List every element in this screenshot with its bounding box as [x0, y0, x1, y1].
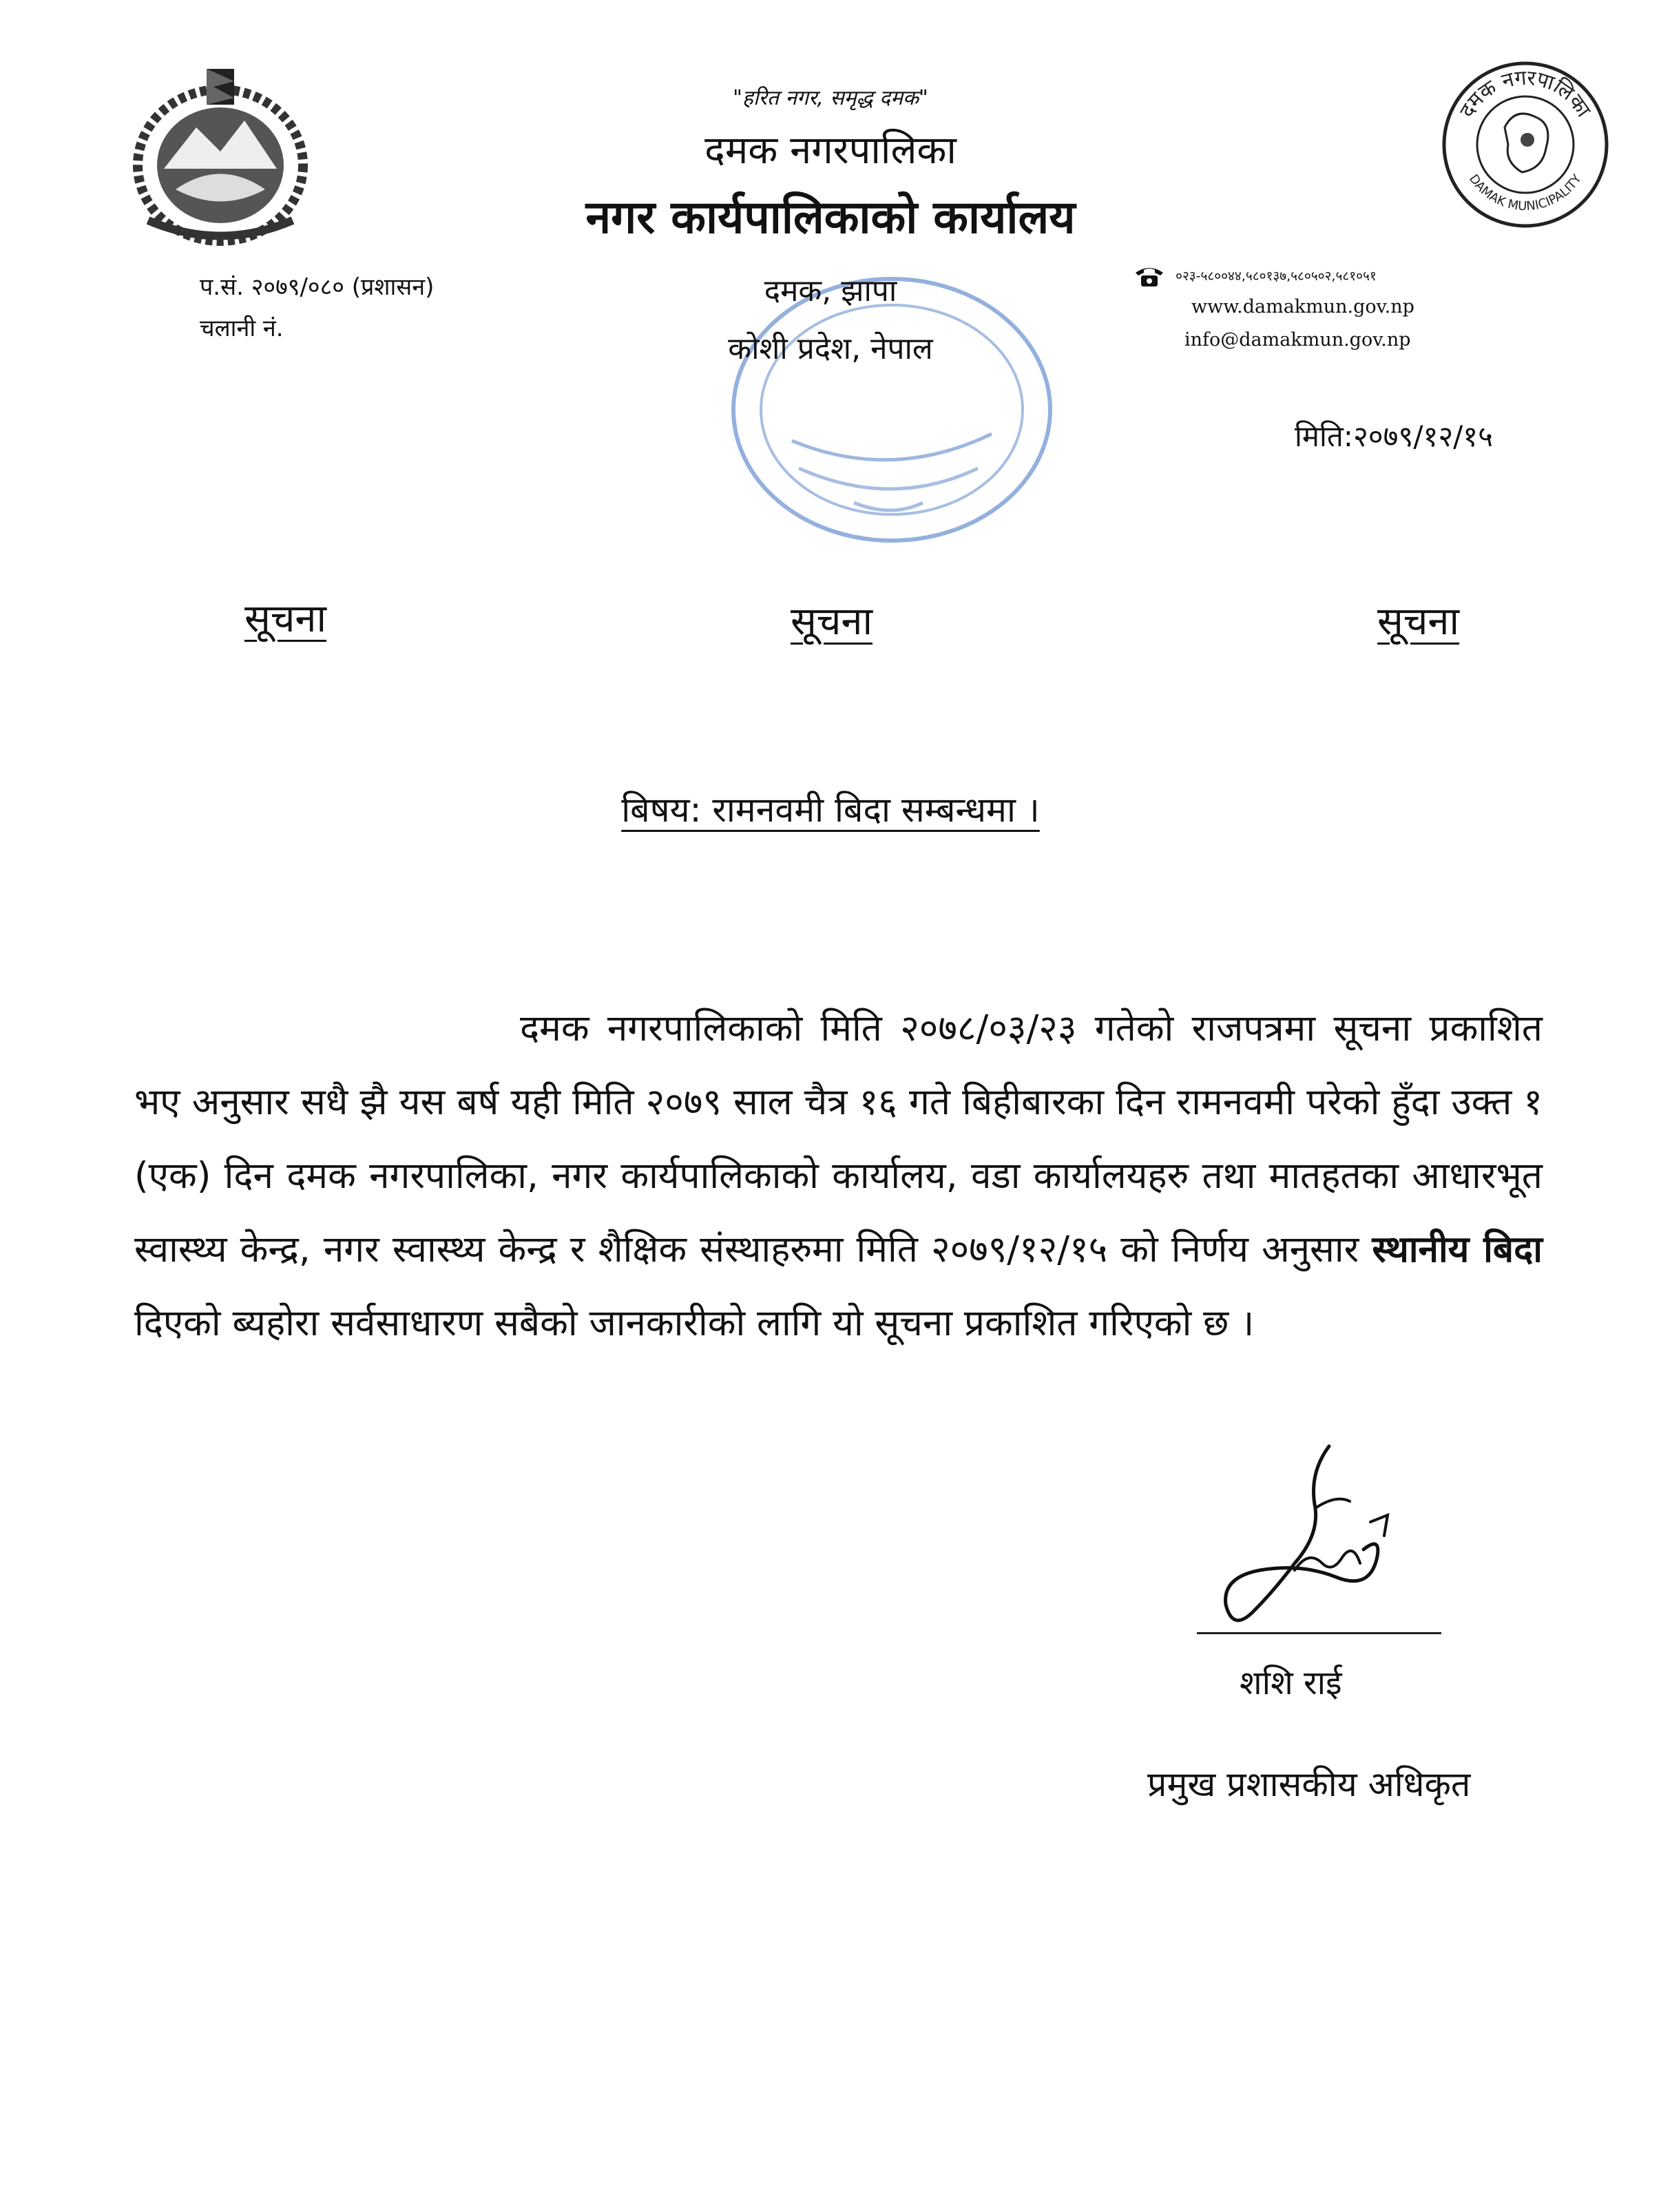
reference-number: प.सं. २०७९/०८० (प्रशासन)	[200, 273, 435, 301]
signature-line	[1197, 1632, 1441, 1634]
address-line-1: दमक, झापा	[764, 273, 897, 309]
notice-heading-right: सूचना	[1377, 599, 1459, 644]
office-name: नगर कार्यपालिकाको कार्यालय	[585, 191, 1076, 244]
body-text-part-1: दमक नगरपालिकाको मिति २०७८/०३/२३ गतेको राजपत्रमा सूचना प्रकाशित भए अनुसार सधै झै यस बर्ष यही मिति २०७९ साल चैत्र १६ गते बिहीबारका दिन रामनवमी परेको हुँदा उक्त १ (एक) दिन दमक नगरपालिका, नगर कार्यपालिकाको कार्यालय, वडा कार्यालयहरु तथा मातहतका आधारभूत स्वास्थ्य केन्द्र, नगर स्वास्थ्य केन्द्र र शैक्षिक संस्थाहरुमा मिति २०७९/१२/१५ को निर्णय अनुसार	[134, 1008, 1543, 1271]
seal-bottom-text: DAMAK MUNICIPALITY	[1466, 171, 1585, 214]
nepal-emblem-icon	[110, 55, 331, 248]
telephone-icon	[1133, 263, 1166, 288]
municipality-name: दमक नगरपालिका	[704, 128, 957, 173]
address-line-2: कोशी प्रदेश, नेपाल	[728, 331, 933, 366]
body-text-part-2: दिएको ब्यहोरा सर्वसाधारण सबैको जानकारीको लागि यो सूचना प्रकाशित गरिएको छ ।	[134, 1302, 1255, 1344]
email: info@damakmun.gov.np	[1184, 329, 1411, 351]
notice-heading-left: सूचना	[244, 596, 326, 641]
body-paragraph	[134, 992, 1543, 1360]
notice-heading-center: सूचना	[791, 599, 873, 644]
signatory-designation: प्रमुख प्रशासकीय अधिकृत	[1147, 1764, 1471, 1804]
body-bold-phrase: स्थानीय बिदा	[1372, 1229, 1543, 1271]
signatory-name: शशि राई	[1240, 1664, 1342, 1702]
subject-line: बिषय: रामनवमी बिदा सम्बन्धमा ।	[621, 790, 1040, 830]
municipality-seal-icon	[1439, 59, 1611, 231]
letter-date: मिति:२०७९/१२/१५	[1295, 419, 1493, 453]
chalani-number: चलानी नं.	[200, 315, 284, 342]
website: www.damakmun.gov.np	[1191, 296, 1414, 317]
seal-top-text: दमक नगरपालिका	[1454, 65, 1596, 122]
phone-row	[1133, 263, 1377, 288]
phone-numbers: ०२३-५८००४४,५८०१३७,५८०५०२,५८१०५१	[1176, 269, 1377, 284]
motto: "हरित नगर, समृद्ध दमक"	[733, 86, 928, 110]
signature-icon	[1212, 1432, 1439, 1639]
